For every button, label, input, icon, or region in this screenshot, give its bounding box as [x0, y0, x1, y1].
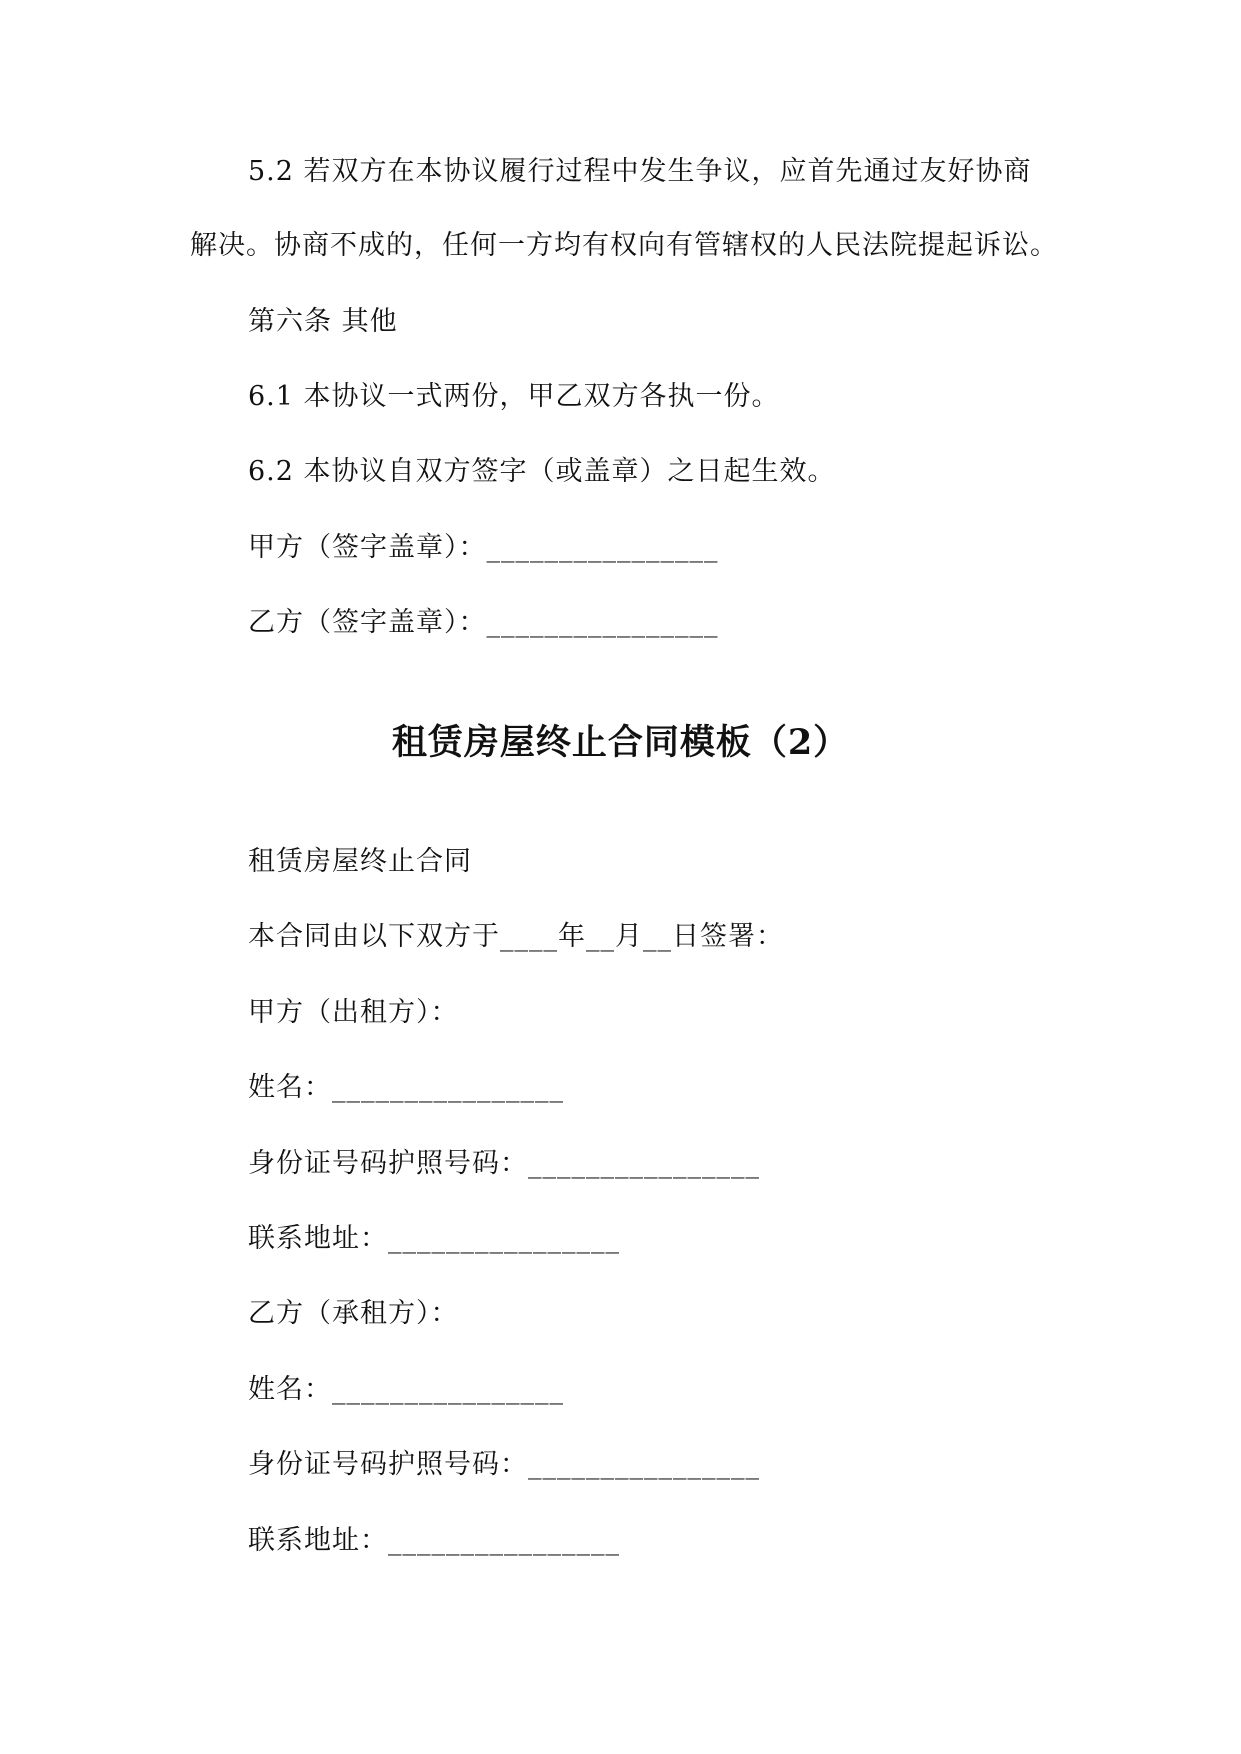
document-title: 租赁房屋终止合同模板（2） — [391, 722, 850, 763]
party-b-name-field: 姓名：________________ — [248, 1374, 564, 1405]
signing-date-line: 本合同由以下双方于____年__月__日签署： — [248, 921, 784, 952]
contract-name: 租赁房屋终止合同 — [248, 846, 472, 877]
clause-5-2-line-2: 解决。协商不成的，任何一方均有权向有管辖权的人民法院提起诉讼。 — [190, 230, 1058, 261]
party-b-label: 乙方（承租方）： — [248, 1298, 459, 1329]
party-b-signature-line: 乙方（签字盖章）：________________ — [248, 607, 719, 638]
article-6-heading: 第六条 其他 — [248, 306, 398, 337]
party-b-id-field: 身份证号码护照号码：________________ — [248, 1449, 760, 1480]
party-a-signature-line: 甲方（签字盖章）：________________ — [248, 532, 719, 563]
party-a-address-field: 联系地址：________________ — [248, 1223, 620, 1254]
clause-6-1: 6.1 本协议一式两份，甲乙双方各执一份。 — [248, 381, 780, 412]
party-a-label: 甲方（出租方）： — [248, 997, 459, 1028]
party-a-name-field: 姓名：________________ — [248, 1072, 564, 1103]
clause-5-2-line-1: 5.2 若双方在本协议履行过程中发生争议，应首先通过友好协商 — [248, 156, 1032, 187]
party-a-id-field: 身份证号码护照号码：________________ — [248, 1148, 760, 1179]
party-b-address-field: 联系地址：________________ — [248, 1525, 620, 1556]
clause-6-2: 6.2 本协议自双方签字（或盖章）之日起生效。 — [248, 456, 836, 487]
